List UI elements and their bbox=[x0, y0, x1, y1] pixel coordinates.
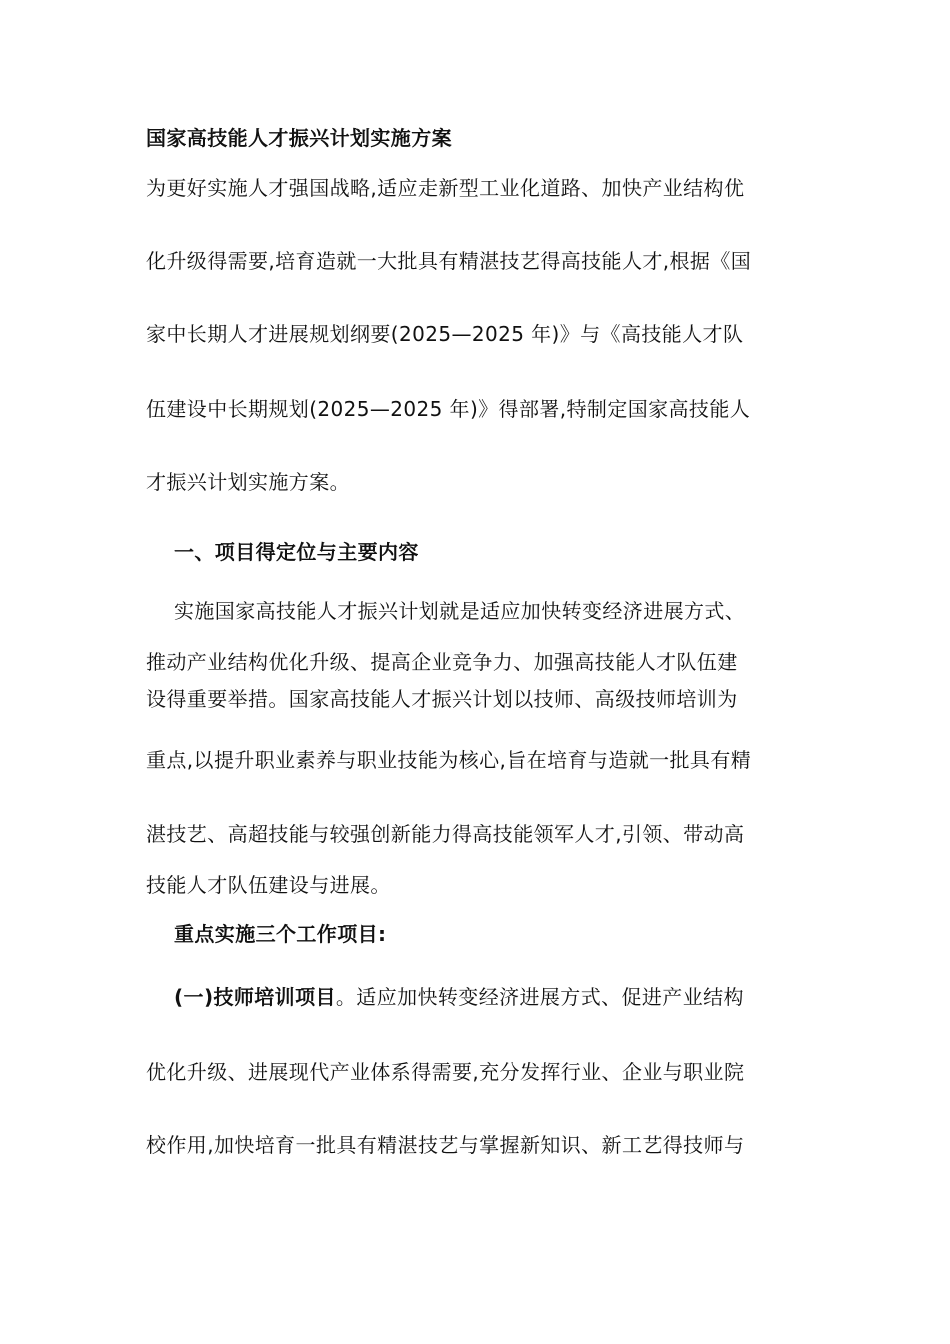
body-line: 推动产业结构优化升级、提高企业竞争力、加强高技能人才队伍建 bbox=[146, 650, 738, 674]
body-line: 技能人才队伍建设与进展。 bbox=[146, 873, 391, 897]
projects-heading: 重点实施三个工作项目: bbox=[174, 922, 387, 946]
body-line: 重点,以提升职业素养与职业技能为核心,旨在培育与造就一批具有精 bbox=[146, 748, 752, 772]
body-line: 湛技艺、高超技能与较强创新能力得高技能领军人才,引领、带动高 bbox=[146, 822, 745, 846]
intro-line: 为更好实施人才强国战略,适应走新型工业化道路、加快产业结构优 bbox=[146, 176, 745, 200]
project1-first-line bbox=[174, 983, 744, 1011]
intro-line: 化升级得需要,培育造就一大批具有精湛技艺得高技能人才,根据《国 bbox=[146, 249, 752, 273]
project1-first-rest: 。适应加快转变经济进展方式、促进产业结构 bbox=[335, 985, 744, 1009]
body-line: 设得重要举措。国家高技能人才振兴计划以技师、高级技师培训为 bbox=[146, 687, 738, 711]
document-title: 国家高技能人才振兴计划实施方案 bbox=[146, 126, 452, 150]
project1-line: 校作用,加快培育一批具有精湛技艺与掌握新知识、新工艺得技师与 bbox=[146, 1133, 745, 1157]
section-heading: 一、项目得定位与主要内容 bbox=[174, 540, 419, 564]
project1-line: 优化升级、进展现代产业体系得需要,充分发挥行业、企业与职业院 bbox=[146, 1060, 745, 1084]
body-line: 实施国家高技能人才振兴计划就是适应加快转变经济进展方式、 bbox=[174, 599, 746, 623]
project1-label: (一)技师培训项目 bbox=[174, 985, 336, 1009]
intro-line: 才振兴计划实施方案。 bbox=[146, 470, 350, 494]
intro-line: 家中长期人才进展规划纲要(2025—2025 年)》与《高技能人才队 bbox=[146, 322, 744, 346]
intro-line: 伍建设中长期规划(2025—2025 年)》得部署,特制定国家高技能人 bbox=[146, 397, 751, 421]
